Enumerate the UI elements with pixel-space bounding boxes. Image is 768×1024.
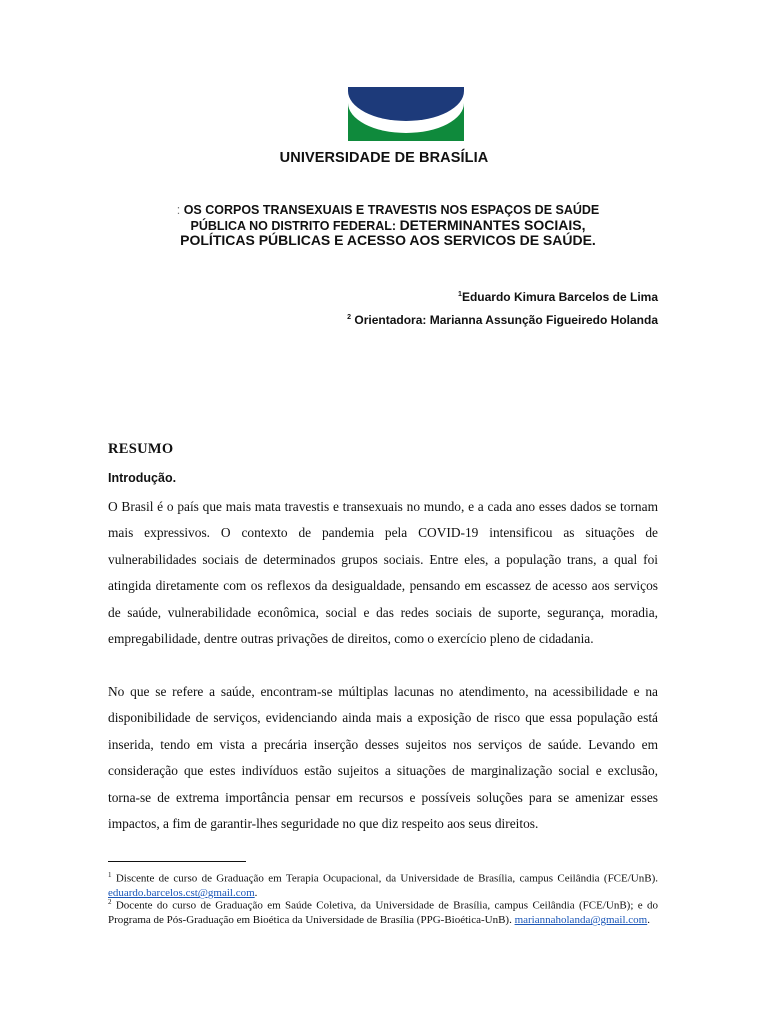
advisor-line: $^2$ Orientadora: Marianna Assunção Figueiredo Holanda [347, 313, 658, 327]
title-line-2: PÚBLICA NO DISTRITO FEDERAL: DETERMINANTES SOCIAIS, [190, 216, 586, 233]
email-link[interactable]: mariannaholanda@gmail.com [514, 914, 648, 927]
author-mark: 1 [458, 291, 462, 298]
abstract-heading: RESUMO [108, 441, 174, 457]
advisor-mark: 2 [347, 314, 352, 321]
unb-logo-icon [348, 87, 464, 141]
title-line-3: POLÍTICAS PÚBLICAS E ACESSO AOS SERVICOS DE SAÚDE. [180, 232, 596, 248]
title-prefix: : [176, 203, 184, 217]
university-name: UNIVERSIDADE DE BRASÍLIA [279, 150, 489, 166]
footnote-2: $^2$ Docente do curso de Graduação em Saúde Coletiva, da Universidade de Brasília, campus Ceilândia (FCE/UnB); e do Programa de Pós-Graduação em Bioética da Universidade de Brasília (PPG-Bioética-UnB). mariannaholanda@gmail.com. [108, 898, 658, 927]
footnote-divider [108, 861, 246, 862]
paragraph: O Brasil é o país que mais mata travestis e transexuais no mundo, e a cada ano esses dados se tornam mais expressivos. O contexto de pandemia pela COVID-19 intensificou as situações de vulnerabilidades sociais de determinados grupos sociais. Entre eles, a população trans, a qual foi atingida diretamente com os reflexos da desigualdade, pensando em escassez de acesso aos serviços de saúde, vulnerabilidade econômica, social e das redes sociais de suporte, segurança, moradia, empregabilidade, dentre outras privações de direitos, como o exercício pleno de cidadania. [108, 499, 658, 647]
university-logo [348, 87, 464, 141]
email-link[interactable]: eduardo.barcelos.cst@gmail.com [108, 887, 255, 900]
introduction-heading: Introdução. [108, 471, 177, 485]
footnote-1: $^1$ Discente de curso de Graduação em Terapia Ocupacional, da Universidade de Brasília, campus Ceilândia (FCE/UnB). eduardo.barcelos.cst@gmail.com. [108, 871, 658, 900]
document-title [150, 203, 626, 248]
paragraph: No que se refere a saúde, encontram-se múltiplas lacunas no atendimento, na acessibilidade e na disponibilidade de serviços, evidenciando ainda mais a exposição de risco que essa população está inserida, tendo em vista a precária inserção desses sujeitos nos serviços de saúde. Levando em consideração que estes indivíduos estão sujeitos a situações de marginalização social e exclusão, torna-se de extrema importância pensar em recursos e possíveis soluções para se amenizar esses impactos, a fim de garantir-lhes seguridade no que diz respeito aos seus direitos. [108, 684, 658, 832]
title-line-1: : OS CORPOS TRANSEXUAIS E TRAVESTIS NOS ESPAÇOS DE SAÚDE [176, 203, 600, 217]
author-line: $^1$Eduardo Kimura Barcelos de Lima [458, 290, 658, 304]
